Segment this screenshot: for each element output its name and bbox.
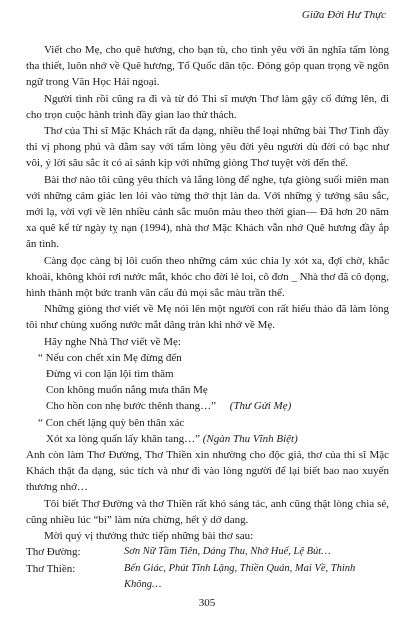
paragraph: Mời quý vị thưởng thức tiếp những bài thơ sau: bbox=[44, 530, 254, 543]
works-titles: Sơn Nữ Tầm Tiên, Dáng Thu, Nhớ Huế, Lệ Bút… bbox=[124, 546, 331, 558]
poem-line: Đừng vì con lặn lội tìm thăm bbox=[46, 368, 174, 381]
paragraph: Những giòng thơ viết về Mẹ nói lên một người con rất hiếu thảo đã làm lòng tôi như chùng xuống nước mắt dâng tràn khi nhớ về Mẹ. bbox=[26, 303, 389, 332]
poem-citation: (Ngàn Thu Vĩnh Biệt) bbox=[202, 432, 298, 445]
poem-line: “ Con chết lặng quỳ bên thân xác bbox=[38, 416, 185, 429]
works-label: Thơ Thiền: bbox=[26, 562, 76, 575]
poem-line bbox=[26, 398, 389, 414]
paragraph: Tôi biết Thơ Đường và thơ Thiền rất khó sáng tác, anh cũng thật lòng chia sẻ, cũng nhiều lúc “bí” làm nửa chừng, hết ý dở dang. bbox=[26, 497, 389, 526]
poem-citation: (Thư Gửi Mẹ) bbox=[229, 400, 292, 413]
running-header: Giữa Đời Hư Thực bbox=[301, 9, 386, 21]
page-number: 305 bbox=[198, 597, 216, 609]
paragraph: Thơ của Thi sĩ Mặc Khách rất đa dạng, nhiều thể loại những bài Thơ Tình đầy thi vị phong phú và đằm say với tấm lòng yêu đời yêu người dù đời có bạc như vôi, ý lời sâu sắc ít có ai sánh kịp với những giòng Thơ tuyệt vời đến thế. bbox=[26, 125, 389, 170]
works-titles: Bến Giác, Phút Tĩnh Lặng, Thiền Quán, Mai Về, Thinh Không… bbox=[124, 562, 356, 590]
paragraph: Viết cho Mẹ, cho quê hương, cho bạn tù, cho tình yêu với ân nghĩa tấm lòng tha thiết, luôn nhớ về Quê hương, Tổ Quốc dân tộc. Đóng góp quan trọng về ngôn ngữ trong Văn Học Hải ngoại. bbox=[26, 44, 389, 89]
poem-line: Con không muốn nắng mưa thân Mẹ bbox=[46, 384, 208, 397]
works-row-thien bbox=[26, 561, 389, 593]
paragraph: Anh còn làm Thơ Đường, Thơ Thiền xin nhường cho độc giả, thơ của thi sĩ Mặc Khách thật đa dạng, súc tích và như đi vào lòng người để lại biết bao nao xuyến thương nhớ… bbox=[26, 449, 389, 494]
paragraph: Người tình rồi cũng ra đi và từ đó Thi sĩ mượn Thơ làm gậy cố đứng lên, đi cho trọn cuộc hành trình đầy gian lao thử thách. bbox=[26, 92, 389, 121]
poem-line: “ Nếu con chết xin Mẹ đừng đến bbox=[38, 351, 182, 364]
poem-excerpt bbox=[26, 350, 389, 447]
works-row-duong bbox=[26, 544, 389, 560]
works-label: Thơ Đường: bbox=[26, 546, 81, 559]
page-body bbox=[26, 42, 389, 593]
paragraph: Càng đọc càng bị lôi cuốn theo những cảm xúc chia ly xót xa, đợi chờ, khắc khoải, không khỏi rơi nước mắt, khóc cho đời lẻ loi, cô đơn _ Nhà thơ đã cô đọng, hình thành một bức tranh vân cẩu đủ mọi sắc màu trần thế. bbox=[26, 254, 389, 300]
poem-line-text: Cho hồn con nhẹ bước thênh thang…” bbox=[46, 400, 217, 413]
paragraph: Hãy nghe Nhà Thơ viết về Mẹ: bbox=[44, 335, 181, 348]
paragraph: Bài thơ nào tôi cũng yêu thích và lắng lòng để nghe, tựa giòng suối miên man với những cảm giác len lỏi vào từng thớ thịt làn da. Với những ý tưởng sâu sắc, mới lạ, vời vợi về lên nhiều cảnh sắc muôn màu theo thời gian— Đã hơn 20 năm xa quê kể từ ngày tỵ nạn (1994), nhà thơ Mặc Khách vẫn nhớ Quê hương đầy ắp ân tình. bbox=[26, 173, 389, 251]
poem-line bbox=[26, 431, 389, 447]
poem-line-text: Xót xa lòng quấn lấy khăn tang…” bbox=[46, 432, 200, 445]
